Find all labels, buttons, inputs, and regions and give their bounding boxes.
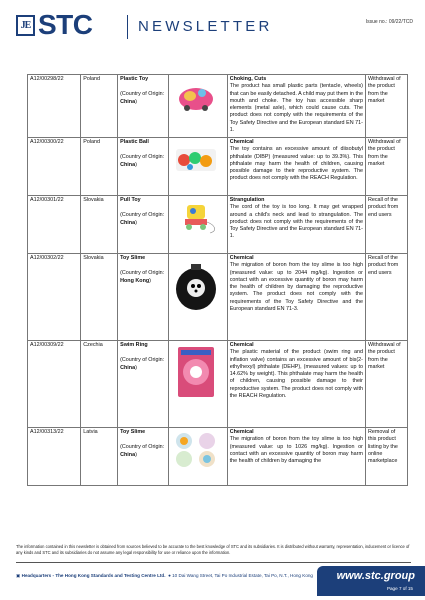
product-image-cell (169, 75, 227, 138)
risk-cell (227, 196, 365, 254)
swim-ring-package-photo (170, 342, 225, 405)
measure-cell: Recall of the product from end users (365, 254, 407, 341)
product-cell (118, 428, 169, 486)
location-pin-icon: ● (168, 573, 171, 578)
product-image-cell (169, 138, 227, 196)
website-link[interactable]: www.stc.group (336, 570, 415, 582)
risk-cell (227, 428, 365, 486)
country-cell: Poland (81, 138, 118, 196)
table-row (28, 341, 408, 428)
building-icon: ▣ (16, 573, 21, 578)
logo-mark-text: JE (20, 20, 31, 31)
product-name: Swim Ring (120, 342, 148, 348)
risk-cell (227, 138, 365, 196)
pull-toy-photo (170, 197, 225, 240)
reference-cell: A12/00298/22 (28, 75, 81, 138)
page-number: Page 7 of 15 (386, 586, 413, 591)
product-cell (118, 254, 169, 341)
newsletter-header (0, 0, 425, 56)
product-image-cell (169, 428, 227, 486)
country-of-origin (120, 154, 166, 169)
origin-label: (Country of Origin: (120, 444, 165, 451)
product-cell (118, 138, 169, 196)
measure-cell: Withdrawal of the product from the market (365, 138, 407, 196)
risk-cell (227, 75, 365, 138)
reference-cell: A12/00300/22 (28, 138, 81, 196)
country-cell: Slovakia (81, 254, 118, 341)
measure-cell: Removal of this product listing by the online marketplace (365, 428, 407, 486)
origin-end: ) (135, 98, 137, 105)
table-row (28, 428, 408, 486)
product-cell (118, 341, 169, 428)
reference-cell: A12/00309/22 (28, 341, 81, 428)
reference-cell: A12/00313/22 (28, 428, 81, 486)
disclaimer: The information contained in this newsletter is obtained from sources believed to be accurate to the best knowledge of STC and its subsidiaries. It is distributed without warranty, representation, inducement or licence of any kinds and STC and its subsidiaries do not assume any legal responsibility for use or reliance upon the information. (16, 544, 410, 555)
product-name: Plastic Toy (120, 76, 149, 82)
origin-label: (Country of Origin: (120, 270, 165, 277)
origin-value: China (120, 219, 136, 226)
country-cell: Poland (81, 75, 118, 138)
country-of-origin (120, 270, 166, 285)
reference-cell: A12/00301/22 (28, 196, 81, 254)
product-cell (118, 196, 169, 254)
product-image-cell (169, 196, 227, 254)
risk-type: Choking, Cuts (229, 76, 267, 82)
origin-end: ) (135, 364, 137, 371)
country-of-origin (120, 91, 166, 106)
origin-label: (Country of Origin: (120, 154, 165, 161)
risk-description: The toy contains an excessive amount of diisobutyl phthalate (DIBP) (measured value: up to 39.3%). This phthalate may harm the health of children, causing possible damage to their reproductive system. The product does not comply with the REACH Regulation. (229, 146, 363, 182)
measure-cell: Withdrawal of the product from the market (365, 341, 407, 428)
table-row (28, 254, 408, 341)
slime-jars-photo (170, 429, 225, 472)
product-name: Toy Slime (120, 429, 146, 435)
measure-cell: Withdrawal of the product from the market (365, 75, 407, 138)
measure-cell: Recall of the product from end users (365, 196, 407, 254)
recall-table (27, 74, 408, 486)
risk-type: Chemical (229, 429, 254, 435)
origin-label: (Country of Origin: (120, 91, 165, 98)
country-of-origin (120, 444, 166, 459)
risk-description: The migration of boron from the toy slime is too high (measured value: up to 2044 mg/kg). Ingestion or contact with an excessive quantity of boron may harm the health of children by damaging the reproductive system. The product does not comply with the requirements of the Toy Safety Directive and the European standard EN 71-3. (229, 262, 363, 313)
origin-end: ) (135, 161, 137, 168)
risk-type: Chemical (229, 139, 254, 145)
risk-description: The cord of the toy is too long. It may get wrapped around a child's neck and lead to strangulation. The product does not comply with the requirements of the Toy Safety Directive and the European standard EN 71-1. (229, 204, 363, 240)
risk-description: The plastic material of the product (swim ring and inflation valve) contains an excessive amount of bis(2-ethylhexyl) phthalate (DEHP), (measured values: up to 14.62% by weight). This phthalate may harm the health of children, causing possible damage to their reproductive system. The product does not comply with the REACH Regulation. (229, 349, 363, 400)
headquarters-line (16, 573, 313, 579)
stc-logo-text: STC (38, 9, 93, 40)
risk-type: Strangulation (229, 197, 265, 203)
risk-cell (227, 254, 365, 341)
table-row (28, 75, 408, 138)
risk-type: Chemical (229, 255, 254, 261)
country-cell: Latvia (81, 428, 118, 486)
country-cell: Czechia (81, 341, 118, 428)
product-image-cell (169, 341, 227, 428)
origin-value: China (120, 98, 136, 105)
product-name: Toy Slime (120, 255, 146, 261)
newsletter-title: NEWSLETTER (138, 18, 273, 35)
origin-end: ) (135, 219, 137, 226)
hq-address: 10 Dai Wang Street, Tai Po Industrial Estate, Tai Po, N.T., Hong Kong (172, 573, 313, 578)
origin-value: China (120, 161, 136, 168)
product-cell (118, 75, 169, 138)
origin-label: (Country of Origin: (120, 212, 165, 219)
stc-logo-mark (16, 15, 35, 36)
issue-number: Issue no.: 09/22/TCD (365, 19, 413, 25)
logo-divider (127, 15, 128, 39)
product-image-cell (169, 254, 227, 341)
hq-label: Headquarters - The Hong Kong Standards and Testing Centre Ltd. (21, 573, 166, 578)
product-name: Pull Toy (120, 197, 141, 203)
origin-end: ) (135, 451, 137, 458)
country-of-origin (120, 212, 166, 227)
risk-cell (227, 341, 365, 428)
pink-plastic-toy-photo (170, 76, 225, 119)
table-row (28, 138, 408, 196)
risk-type: Chemical (229, 342, 254, 348)
origin-value: Hong Kong (120, 277, 150, 284)
product-name: Plastic Ball (120, 139, 149, 145)
black-slime-container-photo (170, 255, 225, 318)
colorful-plastic-balls-photo (170, 139, 225, 182)
origin-value: China (120, 451, 136, 458)
reference-cell: A12/00302/22 (28, 254, 81, 341)
table-row (28, 196, 408, 254)
footer-divider (16, 562, 411, 563)
country-cell: Slovakia (81, 196, 118, 254)
risk-description: The migration of boron from the toy slime is too high (measured value: up to 1026 mg/kg). Ingestion or contact with an excessive quantity of boron may harm the health of children by damaging the (229, 436, 363, 465)
country-of-origin (120, 357, 166, 372)
origin-end: ) (149, 277, 151, 284)
origin-label: (Country of Origin: (120, 357, 165, 364)
risk-description: The product has small plastic parts (tentacle, wheels) that can be easily detached. A child may put them in the mouth and choke. The toy has accessible sharp elements (metal axle), which could cause cuts. The product does not comply with the requirements of the Toy Safety Directive and the European standard EN 71-1. (229, 83, 363, 134)
origin-value: China (120, 364, 136, 371)
